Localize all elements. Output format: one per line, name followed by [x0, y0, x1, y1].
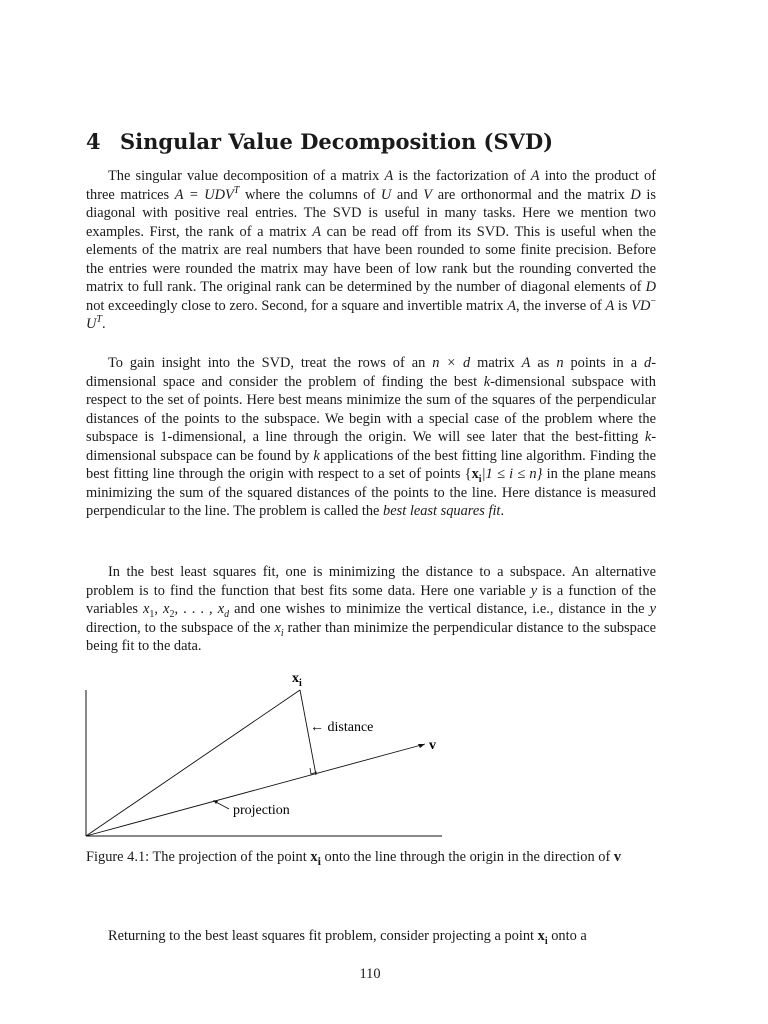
direction-line: [86, 744, 425, 836]
distance-label: ← distance: [310, 720, 374, 735]
projection-figure: [80, 668, 460, 847]
point-label: $x_i$: [292, 671, 302, 689]
figure-caption: Figure 4.1: The projection of the point $x_i$ onto the line through the origin in the direction of v: [86, 849, 622, 868]
paragraph-svd-insight: To gain insight into the SVD, treat the rows of an n × d matrix A as n points in a d-dimensional space and consider the problem of finding the best k-dimensional subspace with respect to the set of points. Here best means minimize the sum of the squares of the perpendicular distances of the points to the subspace. We begin with a special case of the problem where the subspace is 1-dimensional, a line through the origin. We will see later that the best-fitting k-dimensional subspace can be found by k applications of the best fitting line algorithm. Finding the best fitting line through the origin with respect to a set of points $\{x_i|1 \le i \le n\}$ in the plane means minimizing the sum of the squared distances of the points to the line. Here distance is measured perpendicular to the line. The problem is called the best least squares fit.: [86, 355, 657, 519]
projection-label: projection: [233, 803, 290, 818]
direction-arrowhead-icon: [418, 744, 425, 748]
direction-label: v: [429, 738, 436, 753]
projection-diagram: [80, 668, 460, 843]
page-number: 110: [359, 966, 381, 982]
paragraph-alternative-problem: In the best least squares fit, one is minimizing the distance to a subspace. An alternative problem is to find the function that best fits some data. Here one variable y is a function of the variables $x_1$, $x_2$, . . . , $x_d$ and one wishes to minimize the vertical distance, i.e., distance in the y direction, to the subspace of the $x_i$ rather than minimize the perpendicular distance to the subspace being fit to the data.: [86, 564, 657, 654]
section-title: Singular Value Decomposition (SVD): [120, 129, 554, 154]
paragraph-svd-definition: The singular value decomposition of a matrix A is the factorization of A into the product of three matrices $A = UDV^T$ where the columns of U and V are orthonormal and the matrix D is diagonal with positive real entries. The SVD is useful in many tasks. Here we mention two examples. First, the rank of a matrix A can be read off from its SVD. This is useful when the elements of the matrix are real numbers that have been rounded to some finite precision. Before the entries were rounded the matrix may have been of low rank but the rounding converted the matrix to full rank. The original rank can be determined by the number of diagonal elements of D not exceedingly close to zero. Second, for a square and invertible matrix A, the inverse of A is VD− $U^T$.: [86, 168, 657, 332]
section-number: 4: [86, 129, 101, 154]
paragraph-returning: Returning to the best least squares fit problem, consider projecting a point $x_i$ onto a: [108, 928, 587, 947]
section-heading: [86, 128, 686, 156]
